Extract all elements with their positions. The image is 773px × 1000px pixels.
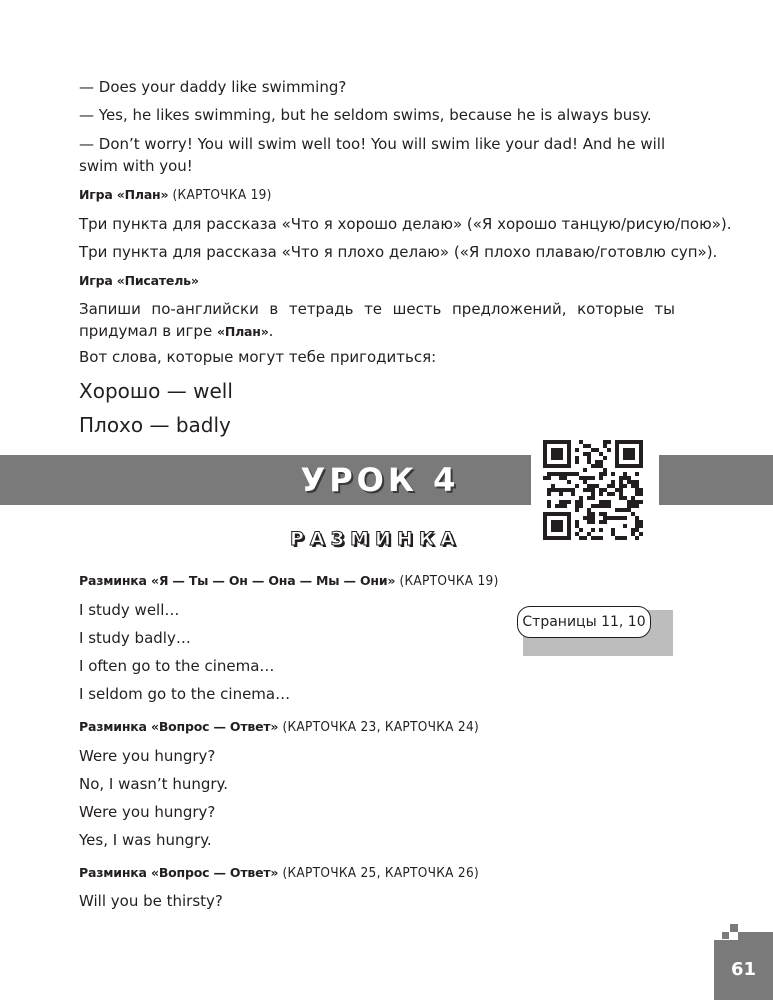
- section-title: РАЗМИНКА: [290, 528, 462, 550]
- lesson-band-right: [659, 455, 773, 505]
- warmup3-card: (КАРТОЧКА 25, КАРТОЧКА 26): [282, 865, 480, 881]
- warmup2-heading: [79, 717, 479, 738]
- game-writer-name: Игра «Писатель»: [79, 273, 199, 288]
- instruction-end: .: [268, 322, 274, 340]
- warmup2-card: (КАРТОЧКА 23, КАРТОЧКА 24): [282, 719, 480, 735]
- warmup2-line-3: Were you hungry?: [79, 803, 216, 821]
- warmup1-line-2: I study badly…: [79, 629, 191, 647]
- warmup1-line-3: I often go to the cinema…: [79, 657, 275, 675]
- qr-code-icon[interactable]: [540, 440, 646, 540]
- warmup1-heading: [79, 571, 499, 592]
- word-badly: Плохо — badly: [79, 413, 231, 437]
- warmup1-line-4: I seldom go to the cinema…: [79, 685, 291, 703]
- warmup3-line-1: Will you be thirsty?: [79, 892, 223, 910]
- instruction-game-name: «План»: [216, 324, 269, 339]
- warmup3-name: Разминка «Вопрос — Ответ»: [79, 865, 279, 880]
- page-corner-pixel: [738, 932, 773, 940]
- instruction-text: Запиши по-английски в тетрадь те шесть предложений, которые ты придумал в игре: [79, 300, 675, 340]
- page-number: 61: [714, 940, 773, 1000]
- game-plan-line-1: Три пункта для рассказа «Что я хорошо делаю» («Я хорошо танцую/рисую/пою»).: [79, 215, 732, 233]
- warmup2-line-4: Yes, I was hungry.: [79, 831, 212, 849]
- warmup2-line-1: Were you hungry?: [79, 747, 216, 765]
- game-writer-hint: Вот слова, которые могут тебе пригодиться:: [79, 348, 437, 366]
- game-plan-name: Игра «План»: [79, 187, 169, 202]
- page-corner-pixel: [722, 932, 729, 939]
- pages-callout: Страницы 11, 10: [517, 606, 651, 638]
- warmup1-line-1: I study well…: [79, 601, 180, 619]
- word-well: Хорошо — well: [79, 379, 233, 403]
- page-corner-pixel: [730, 924, 738, 932]
- warmup1-card: (КАРТОЧКА 19): [399, 573, 499, 589]
- warmup1-name: Разминка «Я — Ты — Он — Она — Мы — Они»: [79, 573, 396, 588]
- dialog-line-3: — Don’t worry! You will swim well too! You will swim like your dad! And he will swim with you!: [79, 135, 666, 175]
- warmup3-heading: [79, 863, 479, 884]
- warmup2-line-2: No, I wasn’t hungry.: [79, 775, 229, 793]
- game-writer-instruction: [79, 298, 675, 343]
- game-writer-heading: [79, 271, 199, 292]
- dialog-line-2: — Yes, he likes swimming, but he seldom swims, because he is always busy.: [79, 106, 652, 124]
- warmup2-name: Разминка «Вопрос — Ответ»: [79, 719, 279, 734]
- lesson-title: УРОК 4: [300, 461, 460, 499]
- game-plan-line-2: Три пункта для рассказа «Что я плохо делаю» («Я плохо плаваю/готовлю суп»).: [79, 243, 718, 261]
- game-plan-card: (КАРТОЧКА 19): [172, 187, 272, 203]
- game-plan-heading: [79, 185, 272, 206]
- dialog-line-1: — Does your daddy like swimming?: [79, 78, 347, 96]
